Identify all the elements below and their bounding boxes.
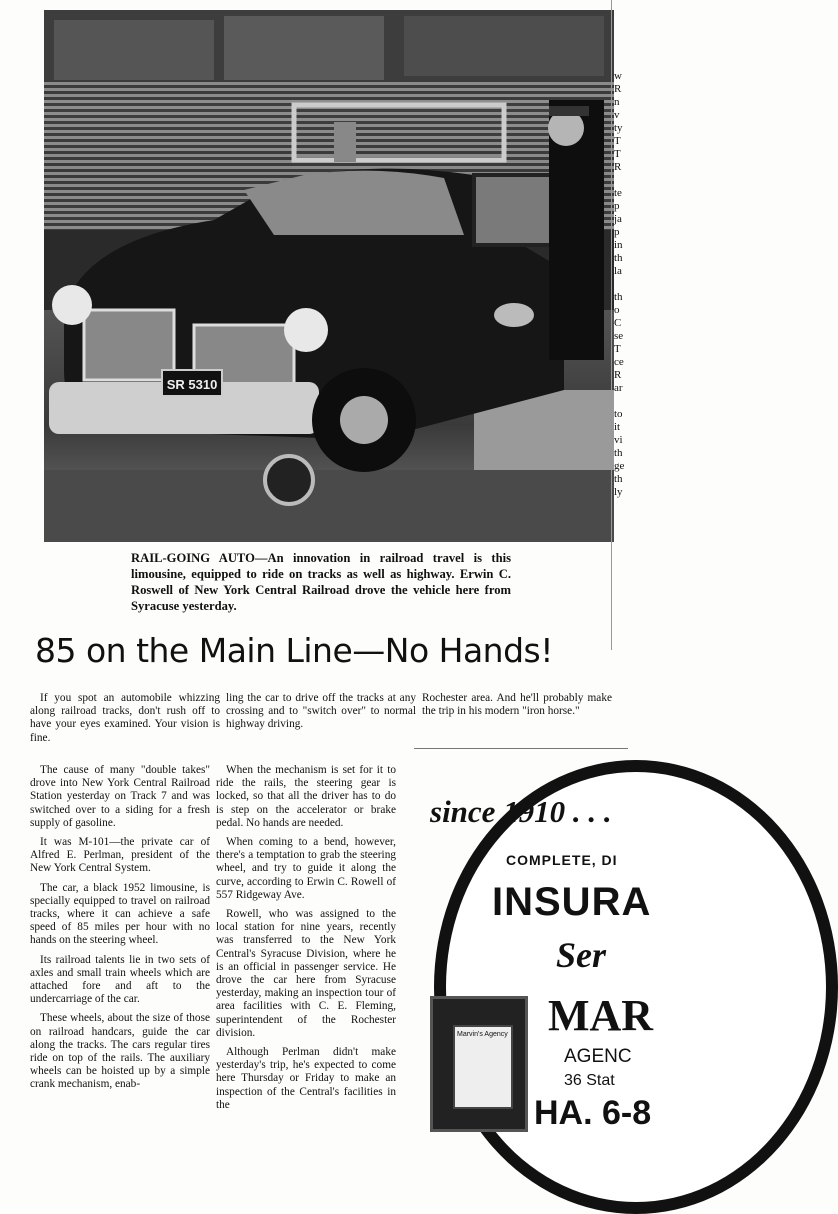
intro-col-1: If you spot an automobile whizzing along railroad tracks, don't rush off to have your eyes examined. Your vision is fine. [30,692,220,744]
fragment-line: ge [614,460,625,472]
fragment-line: la [614,265,622,277]
ad-complete: COMPLETE, DI [506,852,618,868]
license-plate: SR 5310 [166,377,218,392]
fragment-line: to [614,408,623,420]
paragraph: The car, a black 1952 limousine, is specially equipped to travel on railroad tracks, where it can achieve a safe speed of 85 miles per hour with no hands on the steering wheel. [30,881,210,947]
paragraph: When coming to a bend, however, there's a temptation to grab the steering wheel, and try to guide it along the curve, according to Erwin C. Rowell of 557 Ridgeway Ave. [216,836,396,901]
headline: 85 on the Main Line—No Hands! [35,631,553,670]
ad-insurance: INSURA [492,880,652,924]
paragraph: Although Perlman didn't make yesterday's trip, he's expected to come here Thursday or Friday to make an inspection of the Central's facilities in the [216,1046,396,1111]
fragment-line: R [614,83,622,95]
fragment-line: ar [614,382,623,394]
fragment-line: th [614,291,623,303]
paragraph: These wheels, about the size of those on railroad handcars, guide the car along the tracks. The cars regular tires ride on top of the rails. The auxiliary wheels can be hoisted up by a simple crank mechanism, enab- [30,1012,210,1091]
fragment-line: T [614,343,621,355]
fragment-line: n [614,96,620,108]
building-sign-text: Marvin's Agency [457,1031,508,1038]
ad-agency-name: MAR [548,991,654,1040]
fragment-line: in [614,239,623,251]
ad-agency: AGENC [564,1046,632,1067]
column-rule [611,0,612,650]
article-body [30,764,396,1118]
fragment-line: vi [614,434,623,446]
insurance-advertisement [414,750,654,1200]
building-sign [453,1025,513,1109]
fragment-line: R [614,161,622,173]
fragment-line: ja [614,213,622,225]
body-col-2 [216,764,396,1118]
intro-col-2: ling the car to drive off the tracks at any crossing and to "switch over" to normal highway driving. [226,692,416,731]
ad-since: since 1910 . . . [430,794,612,829]
paragraph: Rowell, who was assigned to the local station for nine years, recently was transferred to the New York Central's Syracuse Division, where he is an official in passenger service. He drove the car here from Syracuse yesterday, making an inspection tour of area facilities with C. E. Fleming, superintendent of the Rochester division. [216,908,396,1039]
paragraph: Its railroad talents lie in two sets of axles and small train wheels which are attached fore and aft to the undercarriage of the car. [30,953,210,1006]
article-intro [30,692,620,745]
fragment-line: p [614,226,620,238]
paragraph: When the mechanism is set for it to ride the rails, the steering gear is locked, so that all the driver has to do is step on the accelerator or brake pedal. No hands are needed. [216,764,396,829]
fragment-line: ly [614,486,623,498]
ad-service: Ser [556,935,607,975]
ad-address: 36 Stat [564,1072,615,1089]
fragment-line [614,278,628,291]
fragment-line [614,174,628,187]
fragment-line [614,395,628,408]
fragment-line: T [614,135,621,147]
body-col-1 [30,764,210,1118]
news-photo [44,10,614,542]
fragment-line: w [614,70,622,82]
limousine-on-rails-illustration [44,10,614,542]
agency-building-illustration [430,996,528,1132]
fragment-line: th [614,252,623,264]
fragment-line: th [614,447,623,459]
fragment-line: se [614,330,624,342]
fragment-line: C [614,317,622,329]
ad-phone: HA. 6-8 [534,1094,652,1132]
fragment-line: ty [614,122,623,134]
fragment-line: th [614,473,623,485]
photo-caption: RAIL-GOING AUTO—An innovation in railroad travel is this limousine, equipped to ride on tracks as well as highway. Erwin C. Roswell of New York Central Railroad drove the vehicle here from Syracuse yesterday. [131,551,511,613]
fragment-line: it [614,421,621,433]
intro-col-3: Rochester area. And he'll probably make the trip in his modern "iron horse." [422,692,612,718]
fragment-line: te [614,187,622,199]
fragment-line: T [614,148,621,160]
fragment-line: p [614,200,620,212]
adjacent-column-fragments [614,70,628,499]
fragment-line: v [614,109,620,121]
paragraph: The cause of many "double takes" drove into New York Central Railroad Station yesterday on Track 7 and was switched over to a siding for a fresh supply of gasoline. [30,764,210,829]
fragment-line: o [614,304,620,316]
fragment-line: ce [614,356,624,368]
fragment-line: R [614,369,622,381]
paragraph: It was M-101—the private car of Alfred E. Perlman, president of the New York Central System. [30,836,210,875]
ad-rule [414,748,628,749]
